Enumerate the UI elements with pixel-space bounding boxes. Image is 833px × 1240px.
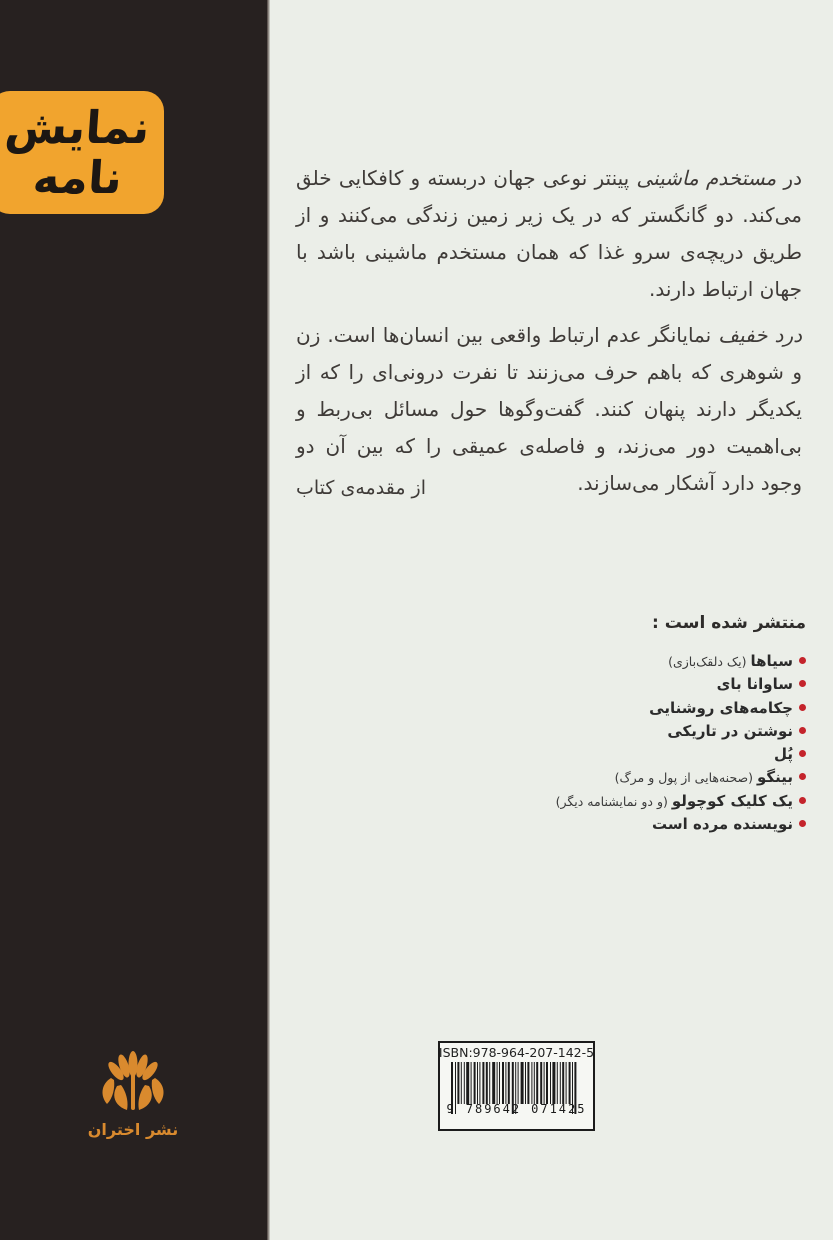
badge-line-1: نمایش — [2, 100, 152, 154]
published-item-note: (صحنه‌هایی از پول و مرگ) — [614, 770, 757, 786]
published-item — [386, 790, 806, 813]
attribution-line: از مقدمه‌ی کتاب — [296, 477, 426, 499]
red-bullet-icon — [799, 750, 806, 757]
red-bullet-icon — [799, 657, 806, 664]
published-item-title: یک کلیک کوچولو — [671, 791, 793, 810]
barcode-digits — [447, 1102, 587, 1116]
red-bullet-icon — [799, 704, 806, 711]
published-item — [386, 813, 806, 836]
published-item — [386, 673, 806, 696]
published-item-title: سیاها — [750, 652, 793, 670]
published-item-title: بینگو — [756, 768, 793, 787]
barcode-digit-group-2: 789642 — [465, 1102, 522, 1116]
publisher-name: نشر اختران — [87, 1120, 179, 1139]
published-item-title: ساوانا بای — [716, 675, 793, 694]
blurb-paragraph-2: درد خفیف نمایانگر عدم ارتباط واقعی بین انسان‌ها است. زن و شوهری که باهم حرف می‌زنند تا نفرت درونی‌ای را که از یکدیگر دارند پنهان کنند. گفت‌وگوها حول مسائل بی‌ربط و بی‌اهمیت دور می‌زند، و فاصله‌ی عمیقی را که بین آن دو وجود دارد آشکار می‌سازند. — [296, 323, 803, 495]
red-bullet-icon — [799, 680, 806, 687]
published-list-header: منتشر شده است : — [652, 613, 806, 633]
red-bullet-icon — [799, 773, 806, 780]
blurb-paragraph-1: در مستخدم ماشینی پینتر نوعی جهان دربسته و کافکایی خلق می‌کند. دو گانگستر که در یک زیر زمین زندگی می‌کنند و از طریق دریچه‌ی سرو غذا که همان مستخدم ماشینی باشد با جهان ارتباط دارند. — [296, 166, 802, 301]
published-item — [386, 766, 806, 789]
spine-edge-divider — [267, 0, 270, 1240]
published-item — [386, 650, 806, 673]
published-item-note: (یک دلقک‌بازی) — [668, 654, 751, 669]
genre-badge-playscript — [0, 91, 164, 214]
red-bullet-icon — [799, 797, 806, 804]
published-works-list — [386, 613, 806, 836]
published-item — [386, 697, 806, 720]
published-items — [386, 650, 806, 836]
blurb-text-column — [296, 160, 802, 511]
published-item-note: (و دو نمایشنامه دیگر) — [555, 793, 672, 809]
published-item — [386, 743, 806, 766]
published-item — [386, 720, 806, 743]
barcode-digit-group-1: 9 — [446, 1102, 456, 1116]
barcode-digit-group-3: 071425 — [531, 1102, 587, 1116]
isbn-label: ISBN:978-964-207-142-5 — [438, 1045, 595, 1060]
badge-line-2: نامه — [30, 150, 124, 204]
red-bullet-icon — [799, 727, 806, 734]
published-item-title: چکامه‌های روشنایی — [649, 698, 793, 717]
publisher-flower-icon — [97, 1048, 169, 1116]
red-bullet-icon — [799, 820, 806, 827]
barcode-box — [438, 1041, 595, 1131]
publisher-logo-block — [63, 1048, 203, 1139]
published-item-title: پُل — [773, 745, 793, 764]
published-item-title: نویسنده مرده است — [652, 815, 793, 834]
published-item-title: نوشتن در تاریکی — [667, 721, 793, 740]
